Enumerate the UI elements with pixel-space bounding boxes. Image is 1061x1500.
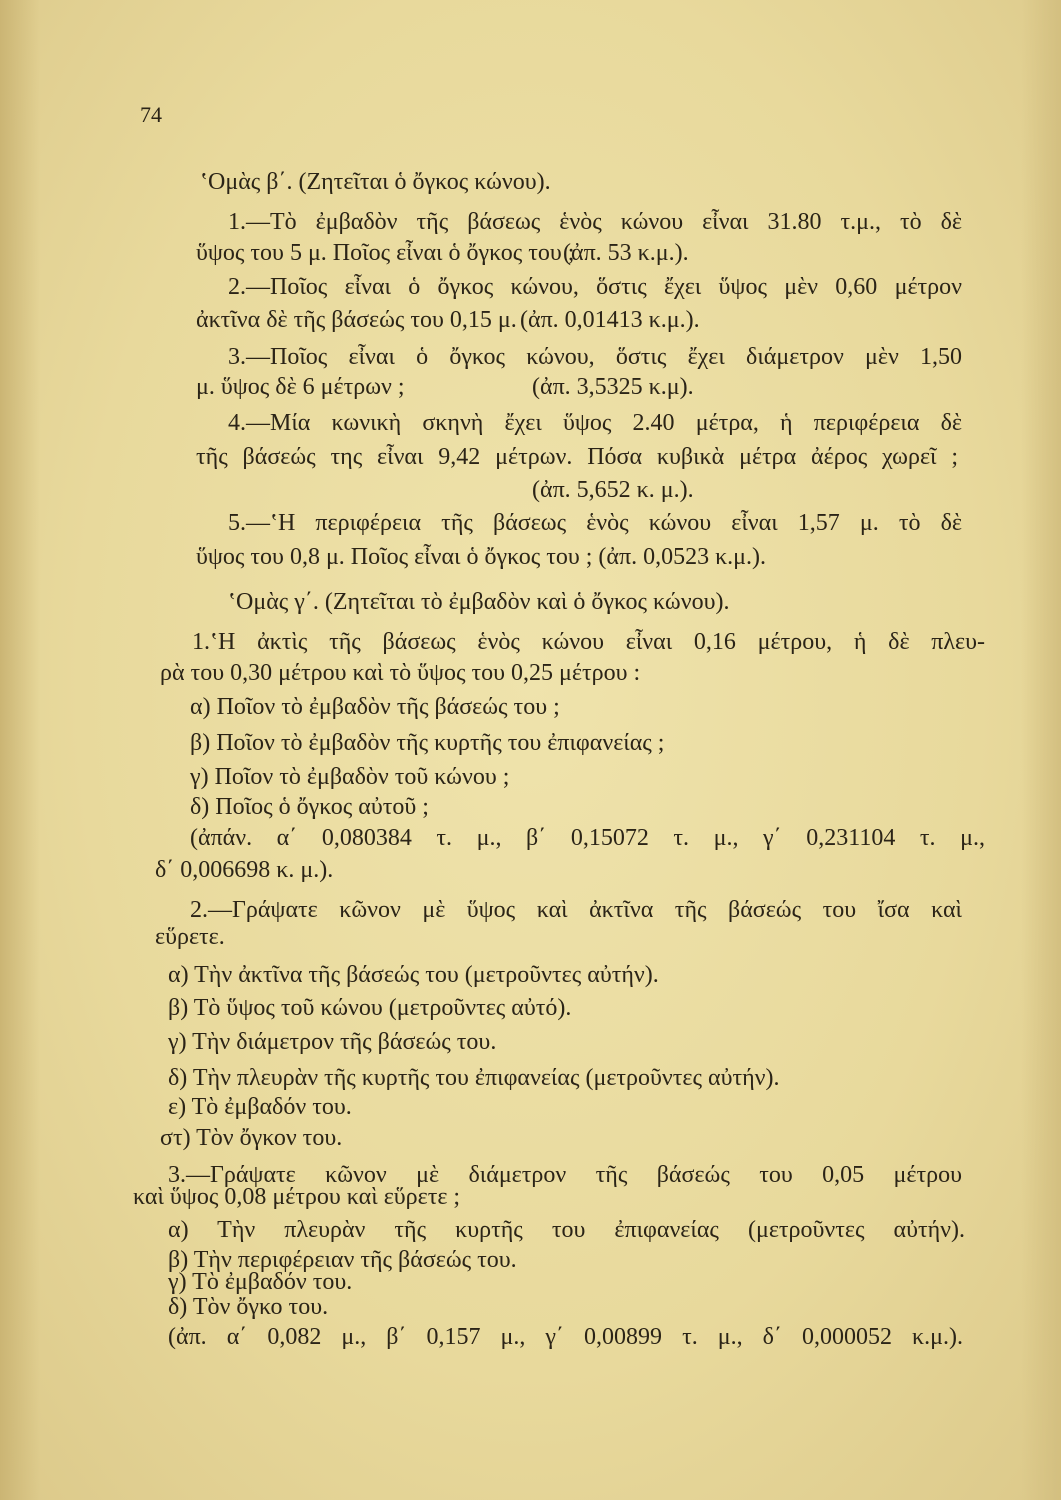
answer-text: δ΄ 0,006698 κ. μ.). xyxy=(155,857,334,883)
subquestion: β) Τὴν περιφέρειαν τῆς βάσεώς του. xyxy=(168,1247,517,1273)
problem-text: 1.ʽΗ ἀκτὶς τῆς βάσεως ἑνὸς κώνου εἶναι 0,16 μέτρου, ἡ δὲ πλευ- xyxy=(192,629,985,655)
subquestion: γ) Τὴν διάμετρον τῆς βάσεώς του. xyxy=(168,1029,497,1055)
answer-text: (ἀπάν. α΄ 0,080384 τ. μ., β΄ 0,15072 τ. μ., γ΄ 0,231104 τ. μ., xyxy=(190,825,985,851)
problem-text: ρὰ του 0,30 μέτρου καὶ τὸ ὕψος του 0,25 μέτρου : xyxy=(160,660,641,686)
subquestion: στ) Τὸν ὄγκον του. xyxy=(160,1125,343,1151)
section-heading-beta: ʽΟμὰς β΄. (Ζητεῖται ὁ ὄγκος κώνου). xyxy=(200,169,551,195)
page-number: 74 xyxy=(140,102,162,127)
answer-text: (ἀπ. 0,01413 κ.μ.). xyxy=(520,307,700,333)
answer-text: (ἀπ. 3,5325 κ.μ). xyxy=(532,374,694,400)
subquestion: α) Τὴν πλευρὰν τῆς κυρτῆς του ἐπιφανείας (μετροῦντες αὐτήν). xyxy=(168,1217,965,1243)
page-edge-shadow-right xyxy=(1021,0,1061,1500)
problem-text: 1.—Τὸ ἐμβαδὸν τῆς βάσεως ἑνὸς κώνου εἶναι 31.80 τ.μ., τὸ δὲ xyxy=(228,209,962,235)
subquestion: γ) Ποῖον τὸ ἐμβαδὸν τοῦ κώνου ; xyxy=(190,764,510,790)
problem-text: 2.—Γράψατε κῶνον μὲ ὕψος καὶ ἀκτῖνα τῆς βάσεώς του ἴσα καὶ xyxy=(190,897,962,923)
subquestion: β) Τὸ ὕψος τοῦ κώνου (μετροῦντες αὐτό). xyxy=(168,995,572,1021)
problem-text: 3.—Ποῖος εἶναι ὁ ὄγκος κώνου, ὅστις ἔχει διάμετρον μὲν 1,50 xyxy=(228,344,962,370)
section-heading-gamma: ʽΟμὰς γ΄. (Ζητεῖται τὸ ἐμβαδὸν καὶ ὁ ὄγκος κώνου). xyxy=(228,589,730,615)
problem-text: 4.—Μία κωνικὴ σκηνὴ ἔχει ὕψος 2.40 μέτρα, ἡ περιφέρεια δὲ xyxy=(228,410,962,436)
problem-text: εὕρετε. xyxy=(155,924,225,950)
problem-text: τῆς βάσεώς της εἶναι 9,42 μέτρων. Πόσα κυβικὰ μέτρα ἀέρος χωρεῖ ; xyxy=(196,444,958,470)
problem-text: μ. ὕψος δὲ 6 μέτρων ; xyxy=(196,374,405,400)
problem-text: ἀκτῖνα δὲ τῆς βάσεώς του 0,15 μ. xyxy=(196,307,517,333)
subquestion: γ) Τὸ ἐμβαδόν του. xyxy=(168,1269,353,1295)
subquestion: β) Ποῖον τὸ ἐμβαδὸν τῆς κυρτῆς του ἐπιφανείας ; xyxy=(190,730,665,756)
problem-text: καὶ ὕψος 0,08 μέτρου καὶ εὕρετε ; xyxy=(133,1184,461,1210)
problem-text: ὕψος του 5 μ. Ποῖος εἶναι ὁ ὄγκος του ; xyxy=(196,240,575,266)
problem-text: 2.—Ποῖος εἶναι ὁ ὄγκος κώνου, ὅστις ἔχει ὕψος μὲν 0,60 μέτρον xyxy=(228,274,962,300)
problem-text: 5.—ʽΗ περιφέρεια τῆς βάσεως ἑνὸς κώνου εἶναι 1,57 μ. τὸ δὲ xyxy=(228,510,962,536)
problem-text: 3.—Γράψατε κῶνον μὲ διάμετρον τῆς βάσεώς του 0,05 μέτρου xyxy=(168,1162,962,1188)
answer-text: (ἀπ. 53 κ.μ.). xyxy=(563,240,689,266)
subquestion: δ) Τὴν πλευρὰν τῆς κυρτῆς του ἐπιφανείας (μετροῦντες αὐτήν). xyxy=(168,1065,780,1091)
subquestion: α) Ποῖον τὸ ἐμβαδὸν τῆς βάσεώς του ; xyxy=(190,694,560,720)
subquestion: ε) Τὸ ἐμβαδόν του. xyxy=(168,1094,352,1120)
problem-text: ὕψος του 0,8 μ. Ποῖος εἶναι ὁ ὄγκος του ; (ἀπ. 0,0523 κ.μ.). xyxy=(196,544,767,570)
subquestion: α) Τὴν ἀκτῖνα τῆς βάσεώς του (μετροῦντες αὐτήν). xyxy=(168,962,659,988)
subquestion: δ) Ποῖος ὁ ὄγκος αὐτοῦ ; xyxy=(190,794,429,820)
subquestion: δ) Τὸν ὄγκο του. xyxy=(168,1294,329,1320)
answer-text: (ἀπ. α΄ 0,082 μ., β΄ 0,157 μ., γ΄ 0,00899 τ. μ., δ΄ 0,000052 κ.μ.). xyxy=(168,1324,963,1350)
page-edge-shadow-left xyxy=(0,0,40,1500)
answer-text: (ἀπ. 5,652 κ. μ.). xyxy=(532,477,694,503)
